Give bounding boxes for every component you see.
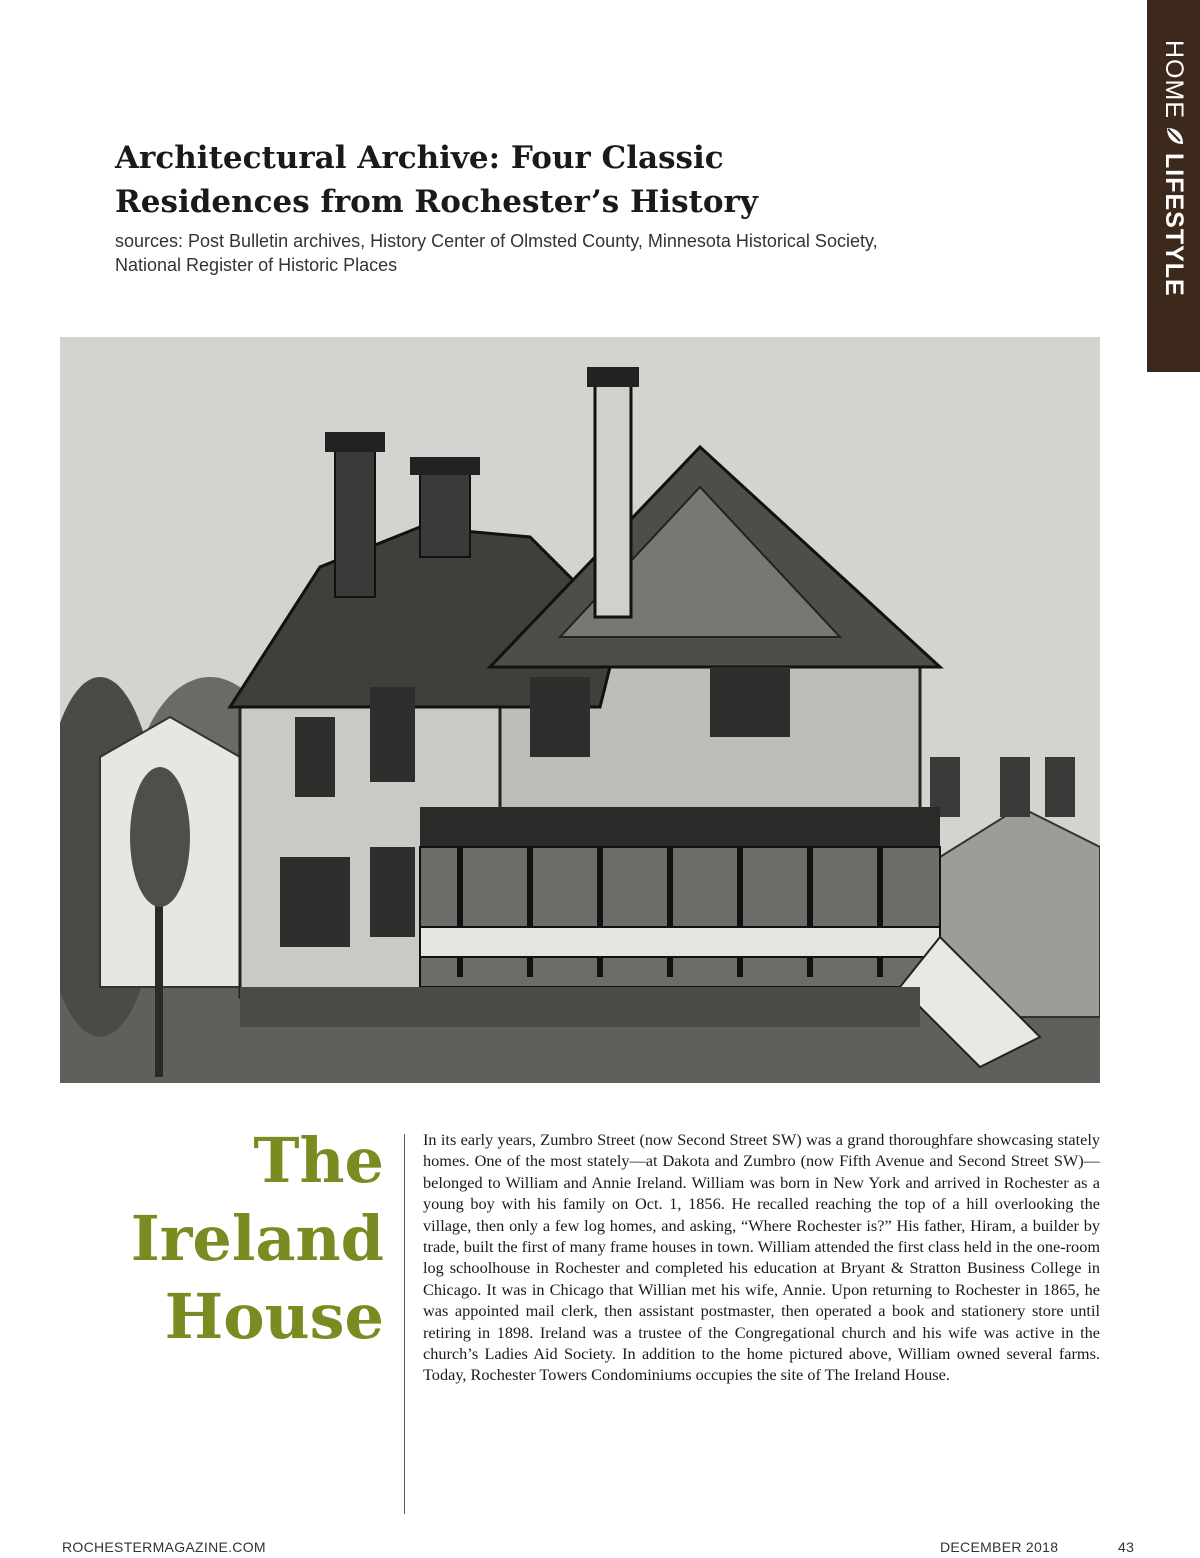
leaf-icon bbox=[1164, 125, 1186, 147]
page-headline bbox=[115, 136, 935, 224]
footer-issue-date: DECEMBER 2018 bbox=[940, 1539, 1059, 1555]
headline-line-2: Residences from Rochester’s History bbox=[115, 184, 758, 220]
page-number: 43 bbox=[1118, 1539, 1135, 1555]
footer-website: ROCHESTERMAGAZINE.COM bbox=[62, 1539, 266, 1555]
section-tab-label bbox=[1159, 40, 1189, 297]
article-body: In its early years, Zumbro Street (now Second Street SW) was a grand thoroughfare showcasing stately homes. One of the most stately—at Dakota and Zumbro (now Fifth Avenue and Second Street SW)—belonged to William and Annie Ireland. William was born in New York and arrived in Rochester as a young boy with his family on Oct. 1, 1856. He recalled reaching the top of a hill overlooking the village, then only a few log homes, and asking, “Where Rochester is?” His father, Hiram, a builder by trade, built the first of many frame houses in town. William attended the first class held in the one-room log schoolhouse in Rochester and completed his education at Bryant & Stratton Business College in Chicago. It was in Chicago that Willian met his wife, Annie. Upon returning to Rochester in 1865, he was appointed mail clerk, then assistant postmaster, then operated a book and stationery store until retiring in 1898. Ireland was a trustee of the Congregational church and his wife was active in the church’s Ladies Aid Society. In addition to the home pictured above, William owned several farms. Today, Rochester Towers Condominiums occupies the site of The Ireland House. bbox=[423, 1130, 1100, 1385]
article-title bbox=[60, 1122, 384, 1356]
headline-line-1: Architectural Archive: Four Classic bbox=[115, 140, 724, 176]
section-lifestyle-label: LIFESTYLE bbox=[1160, 153, 1188, 297]
house-engraving-image bbox=[60, 337, 1100, 1083]
title-line-1: The bbox=[253, 1124, 384, 1197]
column-divider bbox=[404, 1134, 405, 1514]
sources-credit: sources: Post Bulletin archives, History Center of Olmsted County, Minnesota Historical Society, National Register of Historic Places bbox=[115, 231, 878, 275]
title-line-3: House bbox=[164, 1280, 384, 1353]
title-line-2: Ireland bbox=[130, 1202, 384, 1275]
section-home-label: HOME bbox=[1160, 40, 1188, 119]
ireland-house-illustration bbox=[60, 337, 1100, 1083]
